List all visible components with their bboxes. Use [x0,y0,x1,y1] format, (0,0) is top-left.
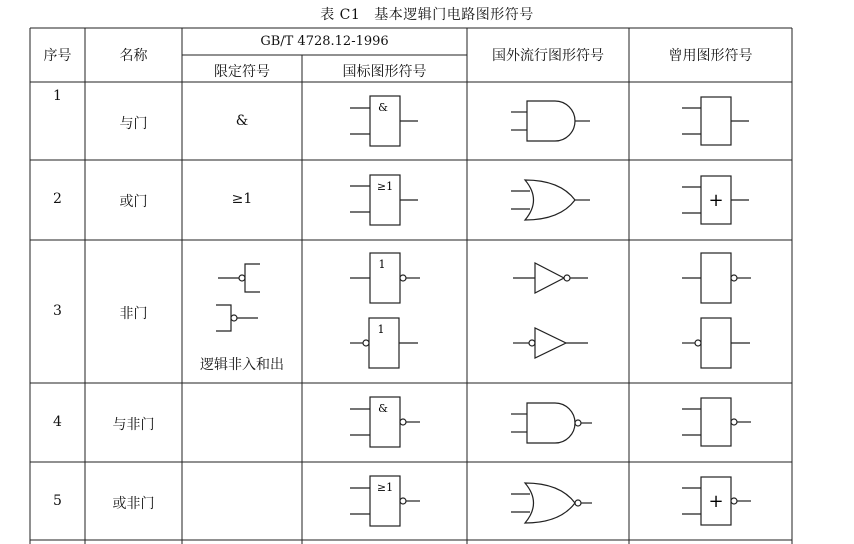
row-2-or [350,175,749,225]
foreign-not-symbol-output [513,263,588,293]
row-5-nor [350,476,751,526]
former-or-plus: + [708,190,724,211]
row-3-not [216,253,751,368]
header-qualifier: 限定符号 [214,64,270,80]
national-nor-label: ≥1 [376,481,394,494]
former-nand-symbol [682,398,751,446]
header-standard: GB/T 4728.12-1996 [260,34,389,49]
negation-input-symbol [218,264,260,292]
former-and-symbol [682,97,749,145]
row-1-and [350,96,749,146]
row-1-name: 与门 [119,116,148,132]
former-nor-plus: + [708,491,724,512]
row-1-seq: 1 [53,88,62,104]
header-foreign: 国外流行图形符号 [492,48,604,64]
header-seq: 序号 [43,48,72,64]
row-4-name: 与非门 [112,417,155,433]
row-2-seq: 2 [53,191,62,207]
national-not-label-output: 1 [378,258,386,271]
national-and-label: & [378,101,388,114]
row-5-seq: 5 [53,493,62,509]
caption-title: 基本逻辑门电路图形符号 [374,7,534,23]
foreign-not-symbol-input [513,328,588,358]
national-not-label-input: 1 [377,323,385,336]
row-4-seq: 4 [53,414,62,430]
header-former: 曾用图形符号 [668,48,753,64]
header-name: 名称 [119,48,148,64]
caption-number: 表 C1 [320,7,361,23]
row-3-name: 非门 [119,306,148,322]
former-not-symbol-output [682,253,751,303]
row-1-qualifier: & [235,113,249,129]
row-5-name: 或非门 [112,496,155,512]
negation-output-symbol [216,305,258,331]
foreign-nand-symbol [511,403,592,443]
foreign-and-symbol [511,101,590,141]
foreign-or-symbol [511,180,590,220]
national-or-label: ≥1 [376,180,394,193]
table-grid-lines [30,28,792,544]
row-3-qualifier-note: 逻辑非入和出 [200,357,284,373]
row-2-qualifier: ≥1 [231,191,253,207]
row-3-seq: 3 [53,303,62,319]
former-not-symbol-input [682,318,750,368]
header-national: 国标图形符号 [342,64,427,80]
national-nand-label: & [378,402,388,415]
row-4-nand [350,397,751,447]
foreign-nor-symbol [511,483,592,523]
row-2-name: 或门 [119,194,148,210]
